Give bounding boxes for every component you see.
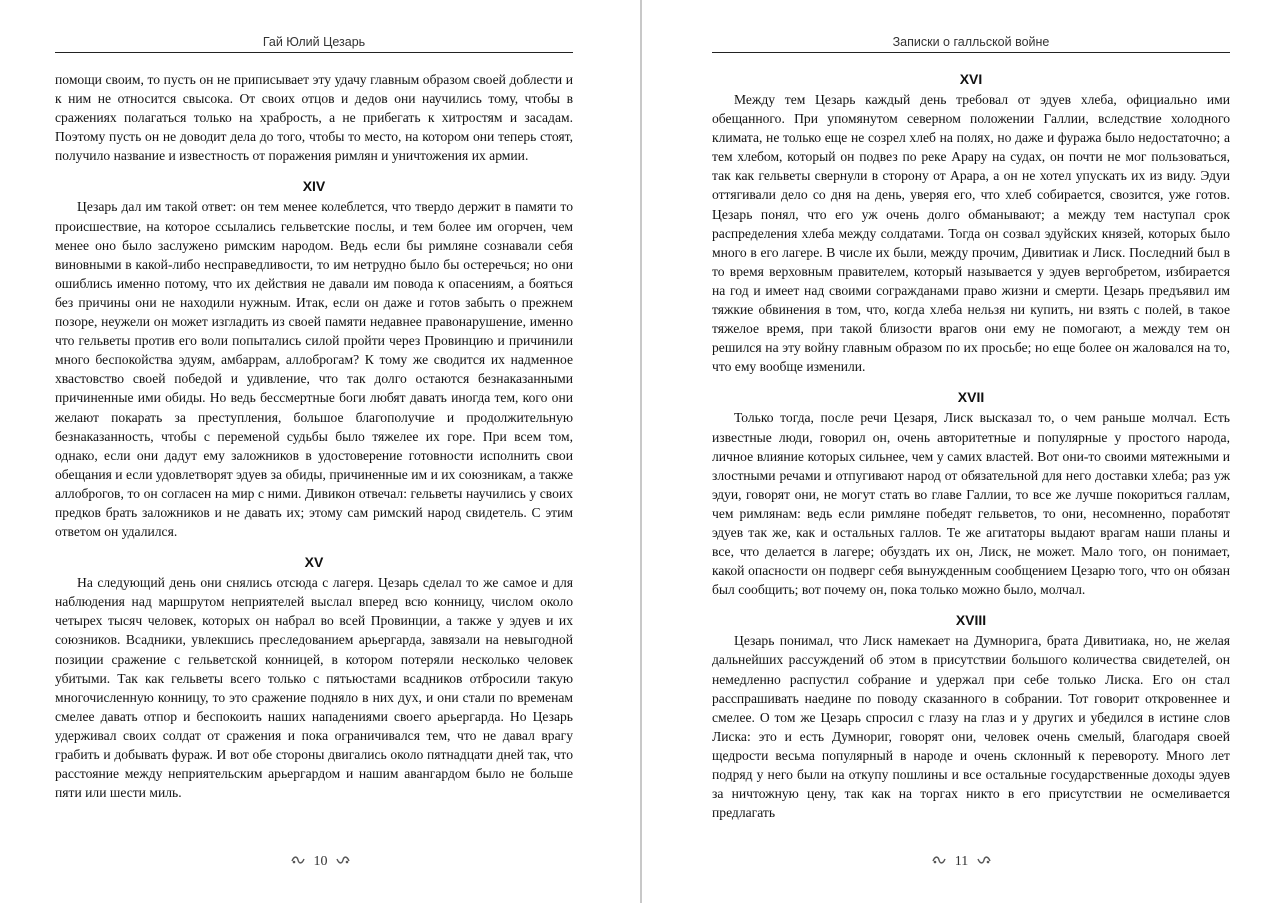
page-number-left-value: 10 (313, 854, 328, 869)
chapter-text-xviii: Цезарь понимал, что Лиск намекает на Думнорига, брата Дивитиака, но, не желая дальнейших рассуждений об этом в присутствии большого количества свидетелей, он немедленно распустил собрание и удержал при себе только Лиска. Его он стал расспрашивать наедине по поводу сказанного в собрании. Тот говорит откровеннее и смелее. О том же Цезарь спросил с глазу на глаз и у других и убедился в истине слов Лиска: это и есть Думнориг, говорят они, человек очень смелый, благодаря своей щедрости весьма популярный в народе и очень склонный к перевороту. Много лет подряд у него были на откупу пошлины и все остальные государственные доходы эдуев за ничтожную цену, так как на торгах никто в его присутствии не осмеливается предлагать (712, 633, 1230, 821)
page-number-right (641, 854, 1282, 870)
running-head-left: Гай Юлий Цезарь (55, 33, 573, 53)
chapter-heading-xvi: XVI (959, 71, 983, 87)
chapter-heading-xv: XV (304, 554, 324, 571)
running-head-right: Записки о галльской войне (712, 33, 1230, 53)
ornament-left-icon (291, 855, 309, 868)
opening-paragraph: помощи своим, то пусть он не приписывает эту удачу главным образом своей доблести и к ним не относится свысока. От своих отцов и дедов они научились тому, чтобы в сражениях полагаться только на храбрость, а не прибегать к хитростям и засадам. Поэтому пусть он не доводит дела до того, чтобы то место, на котором они теперь стоят, получило название и известность от поражения римлян и уничтожения их армии. (55, 72, 573, 164)
chapter-text-xv: На следующий день они снялись отсюда с лагеря. Цезарь сделал то же самое и для наблюдения над маршрутом неприятелей выслал вперед всю конницу, числом около четырех тысяч человек, которых он набрал во всей Провинции, а также у эдуев и их союзников. Всадники, увлекшись преследованием арьергарда, завязали на невыгодной позиции сражение с гельветской конницей, в котором потеряли несколько человек убитыми. Так как гельветы всего только с пятьюстами всадников отбросили такую многочисленную конницу, то это сражение подняло в них дух, и они стали по временам смелее давать отпор и беспокоить наших нападениями своего арьергарда. Но Цезарь удерживал своих солдат от сражения и пока ограничивался тем, что не давал врагу грабить и добывать фураж. И вот обе стороны двигались около пятнадцати дней так, что расстояние между неприятельским арьергардом и нашим авангардом было не больше пяти или шести миль. (55, 575, 573, 801)
page-number-left (0, 854, 641, 870)
ornament-right-icon (333, 855, 351, 868)
right-page-text (712, 70, 1230, 822)
right-page (641, 0, 1282, 903)
chapter-text-xvii: Только тогда, после речи Цезаря, Лиск высказал то, о чем раньше молчал. Есть известные люди, говорил он, очень авторитетные и популярные у простого народа, личное влияние которых сильнее, чем у самих властей. Вот они-то своими мятежными и злостными речами и отпугивают народ от обязательной для него доставки хлеба; раз уж эдуи, говорят они, не могут стать во главе Галлии, то все же лучше покориться галлам, чем римлянам: ведь если римляне победят гельветов, то они, несомненно, поработят эдуев так же, как и остальных галлов. Те же агитаторы выдают врагам наши планы и все, что делается в лагере; обуздать их он, Лиск, не может. Мало того, он понимает, какой опасности он подверг себя вынужденным сообщением Цезарю того, что он обязан был сообщить; вот почему он, пока только можно было, молчал. (712, 410, 1230, 598)
ornament-left-icon (932, 855, 950, 868)
chapter-text-xvi: Между тем Цезарь каждый день требовал от эдуев хлеба, официально ими обещанного. При упомянутом северном положении Галлии, вследствие холодного климата, не только еще не созрел хлеб на полях, но даже и фуража было недостаточно; а тем хлебом, который он подвез по реке Арару на судах, он почти не мог пользоваться, так как гельветы свернули в сторону от Арара, а он не хотел упускать их из виду. Эдуи оттягивали дело со дня на день, уверяя его, что хлеб собирается, свозится, уже готов. Цезарь понял, что его уж очень долго обманывают; а между тем наступал срок распределения хлеба между солдатами. Тогда он созвал эдуйских князей, которых было много в его лагере. В числе их были, между прочим, Дивитиак и Лиск. Последний был в то время верховным правителем, который называется у эдуев вергобретом, избирается на год и имеет над своими согражданами право жизни и смерти. Цезарь предъявил им тяжкие обвинения в том, что, когда хлеба нельзя ни купить, ни взять с полей, в такое тяжелое время, при такой близости врагов они ему не помогают, а между тем он решился на эту войну главным образом по их просьбе; но еще более он жаловался на то, что ему вообще изменили. (712, 92, 1230, 375)
page-number-right-value: 11 (954, 854, 969, 869)
ornament-right-icon (973, 855, 991, 868)
chapter-heading-xviii: XVIII (955, 612, 987, 629)
left-page-text (55, 70, 573, 802)
chapter-heading-xvii: XVII (957, 389, 985, 406)
chapter-text-xiv: Цезарь дал им такой ответ: он тем менее колеблется, что твердо держит в памяти то происшествие, на которое ссылались гельветские послы, и тем более им огорчен, чем менее оно было заслужено римским народом. Ведь если бы римляне сознавали себя виновными в какой-либо несправедливости, то им нетрудно было бы остеречься; но они ошиблись именно потому, что их действия не давали им повода к опасениям, а бояться без причины они не находили нужным. Итак, если он даже и готов забыть о прежнем позоре, неужели он может изгладить из своей памяти недавнее правонарушение, именно что гельветы против его воли попытались силой пройти через Провинцию и причинили много беспокойства эдуям, амбаррам, аллоброгам? К тому же сводится их надменное хвастовство своей победой и удивление, что так долго остаются безнаказанными причиненные ими обиды. Но ведь бессмертные боги любят давать иногда тем, кого они желают покарать за преступления, большое благополучие и продолжительную безнаказанность, чтобы с переменой судьбы было тяжелее их горе. При всем том, однако, если они дадут ему заложников в удостоверение готовности исполнить свои обещания и если удовлетворят эдуев за обиды, причиненные им и их союзникам, а также аллоброгов, то он согласен на мир с ними. Дивикон отвечал: гельветы научились у своих предков брать заложников и не давать их; этому сам римский народ свидетель. С этим ответом он удалился. (55, 199, 573, 540)
chapter-heading-xiv: XIV (302, 178, 326, 195)
